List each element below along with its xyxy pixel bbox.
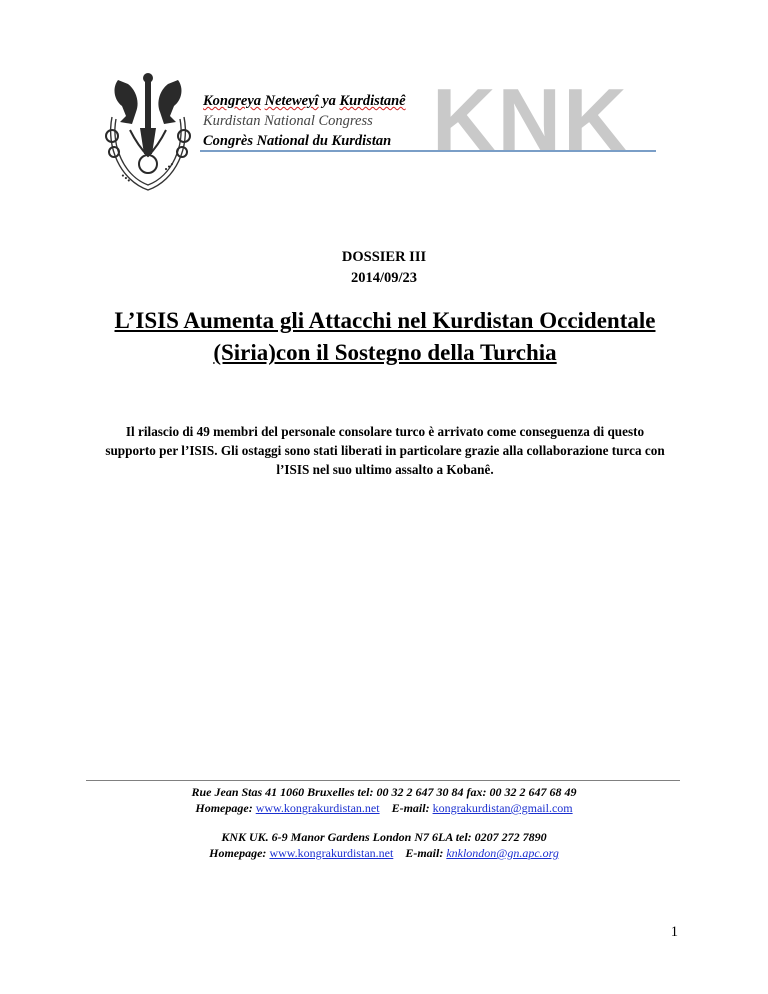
svg-text:•••: ••• <box>162 160 177 174</box>
org-name-french: Congrès National du Kurdistan <box>203 133 392 149</box>
title-line-2: (Siria)con il Sostegno della Turchia <box>213 340 557 365</box>
document-title <box>60 305 710 369</box>
svg-text:•••: ••• <box>118 172 133 185</box>
knk-emblem-icon <box>102 72 194 196</box>
footer-divider <box>86 780 680 781</box>
brussels-homepage-link[interactable]: www.kongrakurdistan.net <box>255 801 380 815</box>
london-email-link[interactable]: knklondon@gn.apc.org <box>446 846 559 860</box>
london-address: KNK UK. 6-9 Manor Gardens London N7 6LA tel: 0207 272 7890 <box>221 830 547 844</box>
london-contact: Homepage: www.kongrakurdistan.net E-mail: knklondon@gn.apc.org <box>209 846 559 860</box>
dossier-label: DOSSIER III <box>341 249 427 265</box>
knk-logo-text: KNK <box>432 70 629 169</box>
page-number: 1 <box>670 924 678 940</box>
header-divider <box>200 150 656 152</box>
brussels-contact: Homepage: www.kongrakurdistan.net E-mail: kongrakurdistan@gmail.com <box>195 801 573 815</box>
brussels-email-link[interactable]: kongrakurdistan@gmail.com <box>432 801 573 815</box>
org-name-kurdish: Kongreya Neteweyî ya Kurdistanê <box>203 93 406 109</box>
organization-names <box>203 91 463 151</box>
org-name-english: Kurdistan National Congress <box>203 113 373 129</box>
title-line-1: L’ISIS Aumenta gli Attacchi nel Kurdistan Occidentale <box>114 308 656 333</box>
london-homepage-link[interactable]: www.kongrakurdistan.net <box>269 846 394 860</box>
brussels-address: Rue Jean Stas 41 1060 Bruxelles tel: 00 32 2 647 30 84 fax: 00 32 2 647 68 49 <box>191 785 577 799</box>
dossier-date: 2014/09/23 <box>350 270 418 286</box>
document-summary: Il rilascio di 49 membri del personale consolare turco è arrivato come conseguenza di questo supporto per l’ISIS. Gli ostaggi sono stati liberati in particolare grazie alla collaborazione turca con l’ISIS nel suo ultimo assalto a Kobanê. <box>105 424 665 477</box>
